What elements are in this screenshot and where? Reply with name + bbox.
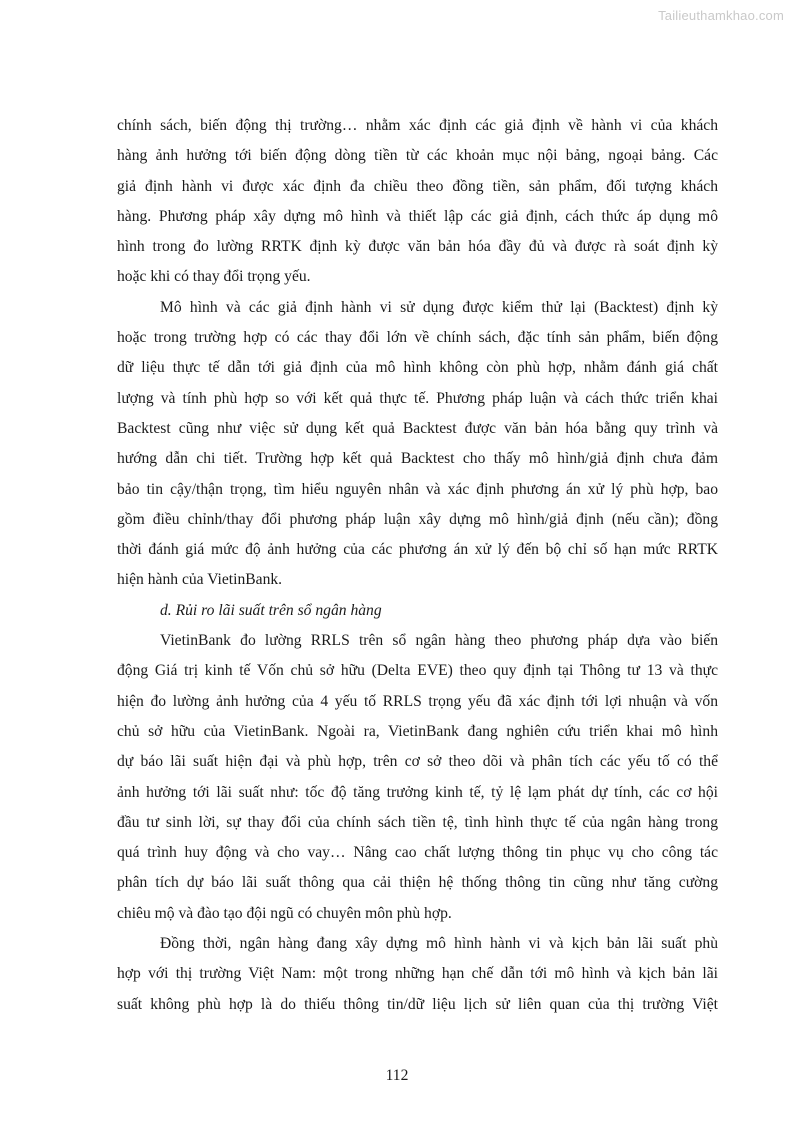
page-number: 112	[385, 1067, 409, 1084]
paragraph-4	[117, 929, 718, 1020]
watermark: Tailieuthamkhao.com	[658, 8, 784, 23]
text-line: hoặc trong trường hợp có các thay đổi lớn về chính sách, đặc tính sản phẩm, biến động	[117, 329, 718, 347]
text-line: hợp với thị trường Việt Nam: một trong những hạn chế dẫn tới mô hình và kịch bản lãi	[117, 965, 718, 983]
text-line: ảnh hưởng tới lãi suất như: tốc độ tăng trưởng kinh tế, tỷ lệ lạm phát dự tính, các cơ hội	[117, 783, 718, 801]
paragraph-1	[117, 111, 718, 293]
text-line: đầu tư sinh lời, sự thay đổi của chính sách tiền tệ, tình hình thực tế của ngân hàng trong	[117, 813, 718, 831]
text-line: gồm điều chỉnh/thay đổi phương pháp luận xây dựng mô hình/giả định (nếu cần); đồng	[117, 510, 718, 528]
text-line: chính sách, biến động thị trường… nhằm xác định các giả định về hành vi của khách	[117, 117, 718, 134]
text-line: chiêu mộ và đào tạo đội ngũ có chuyên môn phù hợp.	[117, 904, 452, 922]
text-line: suất không phù hợp là do thiếu thông tin/dữ liệu lịch sử liên quan của thị trường Việt	[117, 995, 718, 1013]
text-line: VietinBank đo lường RRLS trên sổ ngân hàng theo phương pháp dựa vào biến	[160, 632, 718, 650]
text-line: dữ liệu thực tế dẫn tới giả định của mô hình không còn phù hợp, nhằm đánh giá chất	[117, 359, 718, 377]
text-line: phân tích dự báo lãi suất thông qua cải thiện hệ thống thông tin cũng như tăng cường	[117, 874, 718, 892]
paragraph-3	[117, 626, 718, 929]
text-line: hàng. Phương pháp xây dựng mô hình và thiết lập các giả định, cách thức áp dụng mô	[117, 207, 718, 225]
text-line: bảo tin cậy/thận trọng, tìm hiểu nguyên nhân và xác định phương án xử lý phù hợp, bao	[117, 480, 718, 498]
page-body	[117, 111, 718, 1020]
text-line: Đồng thời, ngân hàng đang xây dựng mô hình hành vi và kịch bản lãi suất phù	[160, 935, 718, 953]
text-line: giả định hành vi được xác định đa chiều theo đồng tiền, sản phẩm, đối tượng khách	[117, 177, 718, 195]
text-line: dự báo lãi suất hiện đại và phù hợp, trên cơ sở theo dõi và phân tích các yếu tố có thể	[117, 753, 718, 771]
text-line: thời đánh giá mức độ ảnh hưởng của các phương án xử lý đến bộ chỉ số hạn mức RRTK	[117, 541, 718, 559]
text-line: động Giá trị kinh tế Vốn chủ sở hữu (Delta EVE) theo quy định tại Thông tư 13 và thực	[117, 662, 718, 680]
text-line: hướng dẫn chi tiết. Trường hợp kết quả Backtest cho thấy mô hình/giả định chưa đảm	[117, 450, 718, 468]
paragraph-2	[117, 293, 718, 596]
text-line: hoặc khi có thay đổi trọng yếu.	[117, 268, 311, 286]
text-line: Backtest cũng như việc sử dụng kết quả Backtest được văn bản hóa bằng quy trình và	[117, 419, 718, 437]
text-line: lượng và tính phù hợp so với kết quả thực tế. Phương pháp luận và cách thức triển khai	[117, 389, 718, 407]
text-line: hàng ảnh hưởng tới biến động dòng tiền từ các khoản mục nội bảng, ngoại bảng. Các	[117, 147, 718, 165]
text-line: hiện hành của VietinBank.	[117, 571, 283, 589]
text-line: hình trong đo lường RRTK định kỳ được văn bản hóa đầy đủ và được rà soát định kỳ	[117, 238, 718, 256]
section-heading: d. Rủi ro lãi suất trên sổ ngân hàng	[160, 601, 382, 619]
text-line: chủ sở hữu của VietinBank. Ngoài ra, VietinBank đang nghiên cứu triển khai mô hình	[117, 722, 718, 740]
text-line: quá trình huy động và cho vay… Nâng cao chất lượng thông tin phục vụ cho công tác	[117, 844, 718, 862]
text-line: Mô hình và các giả định hành vi sử dụng được kiểm thử lại (Backtest) định kỳ	[160, 298, 718, 316]
text-line: hiện đo lường ảnh hưởng của 4 yếu tố RRLS trọng yếu đã xác định tới lợi nhuận và vốn	[117, 692, 718, 710]
